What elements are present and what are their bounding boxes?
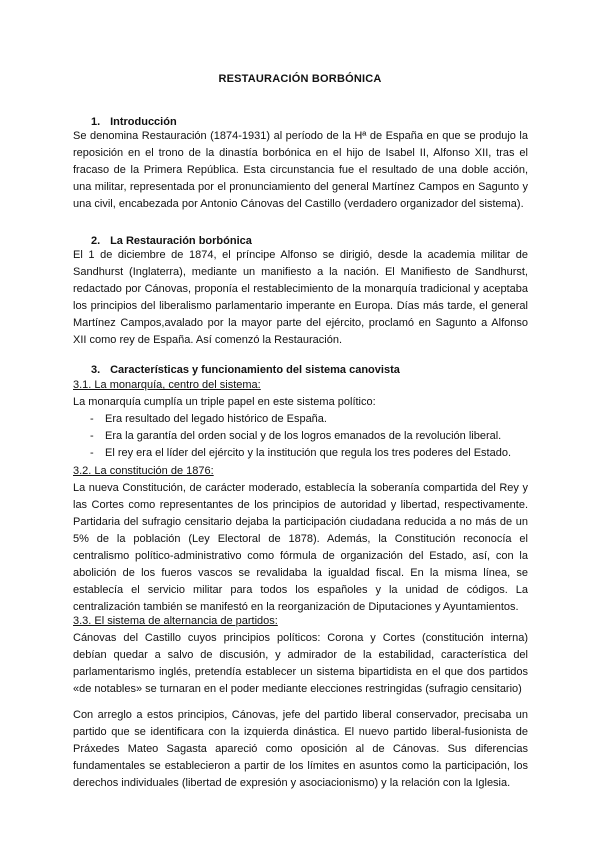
bullet-marker: - (90, 413, 94, 425)
text-line: partido que se identificara con la izquierda dinástica. El nuevo partido liberal-fusionista de (73, 726, 528, 738)
text-line: fracaso de la Primera República. Esta circunstancia fue el resultado de una doble acción, (73, 164, 528, 176)
section-1-title: Introducción (110, 116, 177, 128)
section-3-title: Características y funcionamiento del sistema canovista (110, 364, 400, 376)
section-2-heading (91, 235, 252, 247)
text-line: El 1 de diciembre de 1874, el príncipe Alfonso se dirigió, desde la academia militar de (73, 249, 528, 261)
text-line: La nueva Constitución, de carácter moderado, establecía la soberanía compartida del Rey y (73, 482, 528, 494)
text-line: derechos individuales (libertad de expresión y asociacionismo) y la relación con la Iglesia. (73, 777, 511, 789)
text-line: abolición de los fueros vascos se revalidaba la igualdad fiscal. En la misma línea, se (73, 567, 528, 579)
bullet-marker: - (90, 447, 94, 459)
section-3-heading (91, 364, 400, 376)
list-item (73, 428, 528, 445)
text-line: centralización también se manifestó en la reorganización de Diputaciones y Ayuntamientos. (73, 601, 519, 613)
subsection-3-3 (73, 613, 528, 792)
text-line: una civil, encabezada por Antonio Cánovas del Castillo (verdadero organizador del sistema). (73, 198, 524, 210)
list-item-text: Era resultado del legado histórico de España. (105, 413, 327, 425)
text-line: reposición en el trono de la dinastía borbónica en el hijo de Isabel II, Alfonso XII, tras el (73, 147, 528, 159)
text-line: Se denomina Restauración (1874-1931) al período de la Hª de España en que se produjo la (73, 130, 528, 142)
subsection-3-1-intro: La monarquía cumplía un triple papel en este sistema político: (73, 396, 376, 408)
text-line: redactado por Cánovas, proponía el restablecimiento de la monarquía tradicional y aceptaba (73, 283, 528, 295)
text-line: Sandhurst (Inglaterra), mediante un manifiesto a la nación. El Manifiesto de Sandhurst, (73, 266, 528, 278)
paragraph-gap (73, 698, 528, 707)
list-item-text: El rey era el líder del ejército y la institución que regula los tres poderes del Estado. (105, 447, 511, 459)
text-line: «de notables» se turnaran en el poder mediante elecciones restringidas (sufragio censitario) (73, 683, 522, 695)
section-2-body (73, 247, 528, 349)
list-item (73, 445, 528, 462)
text-line: una militar, representada por el pronunciamiento del general Martínez Campos en Sagunto y (73, 181, 528, 193)
section-2-title: La Restauración borbónica (110, 235, 252, 247)
bullet-marker: - (90, 430, 94, 442)
text-line: fundamentales se establecieron a partir de los límites en asuntos como la participación, los (73, 760, 528, 772)
subsection-3-2-heading: 3.2. La constitución de 1876: (73, 465, 214, 477)
text-line: parlamentarismo inglés, pretendía establecer un sistema bipartidista en el que dos partidos (73, 666, 528, 678)
text-line: establecía el servicio militar para todos los españoles y la unidad de códigos. La (73, 584, 528, 596)
list-item-text: Era la garantía del orden social y de los logros emanados de la revolución liberal. (105, 430, 502, 442)
text-line: las Cortes como representantes de los principios de autoridad y libertad, respectivamente. (73, 499, 528, 511)
section-1-number: 1. (91, 116, 101, 128)
subsection-3-2 (73, 463, 528, 616)
text-line: centralismo político-administrativo como fórmula de organización del Estado, así, con la (73, 550, 528, 562)
document-title: RESTAURACIÓN BORBÓNICA (218, 73, 382, 85)
text-line: Cánovas del Castillo cuyos principios políticos: Corona y Cortes (constitución interna) (73, 632, 528, 644)
text-line: Práxedes Mateo Sagasta apareció como oposición al de Cánovas. Sus diferencias (73, 743, 528, 755)
text-line: 5% de la población (Ley Electoral de 1878). Además, la Constitución reconocía el (73, 533, 528, 545)
text-line: Con arreglo a estos principios, Cánovas, jefe del partido liberal conservador, precisaba un (73, 709, 528, 721)
section-1-heading (91, 116, 177, 128)
text-line: Partidaria del sufragio censitario dejaba la participación ciudadana reducida a no más de un (73, 516, 528, 528)
subsection-3-1 (73, 377, 528, 462)
text-line: los principios del liberalismo parlamentario imperante en Europa. Días más tarde, el general (73, 300, 528, 312)
section-2-number: 2. (91, 235, 101, 247)
text-line: debían quedar a salvo de discusión, y admirador de la estabilidad, característica del (73, 649, 528, 661)
text-line: Martínez Campos,avalado por la mayor parte del ejército, proclamó en Sagunto a Alfonso (73, 317, 528, 329)
section-3-number: 3. (91, 364, 101, 376)
subsection-3-3-heading: 3.3. El sistema de alternancia de partidos: (73, 615, 278, 627)
text-line: XII como rey de España. Así comenzó la Restauración. (73, 334, 343, 346)
subsection-3-1-heading: 3.1. La monarquía, centro del sistema: (73, 379, 261, 391)
section-1-body (73, 128, 528, 213)
list-item (73, 411, 528, 428)
